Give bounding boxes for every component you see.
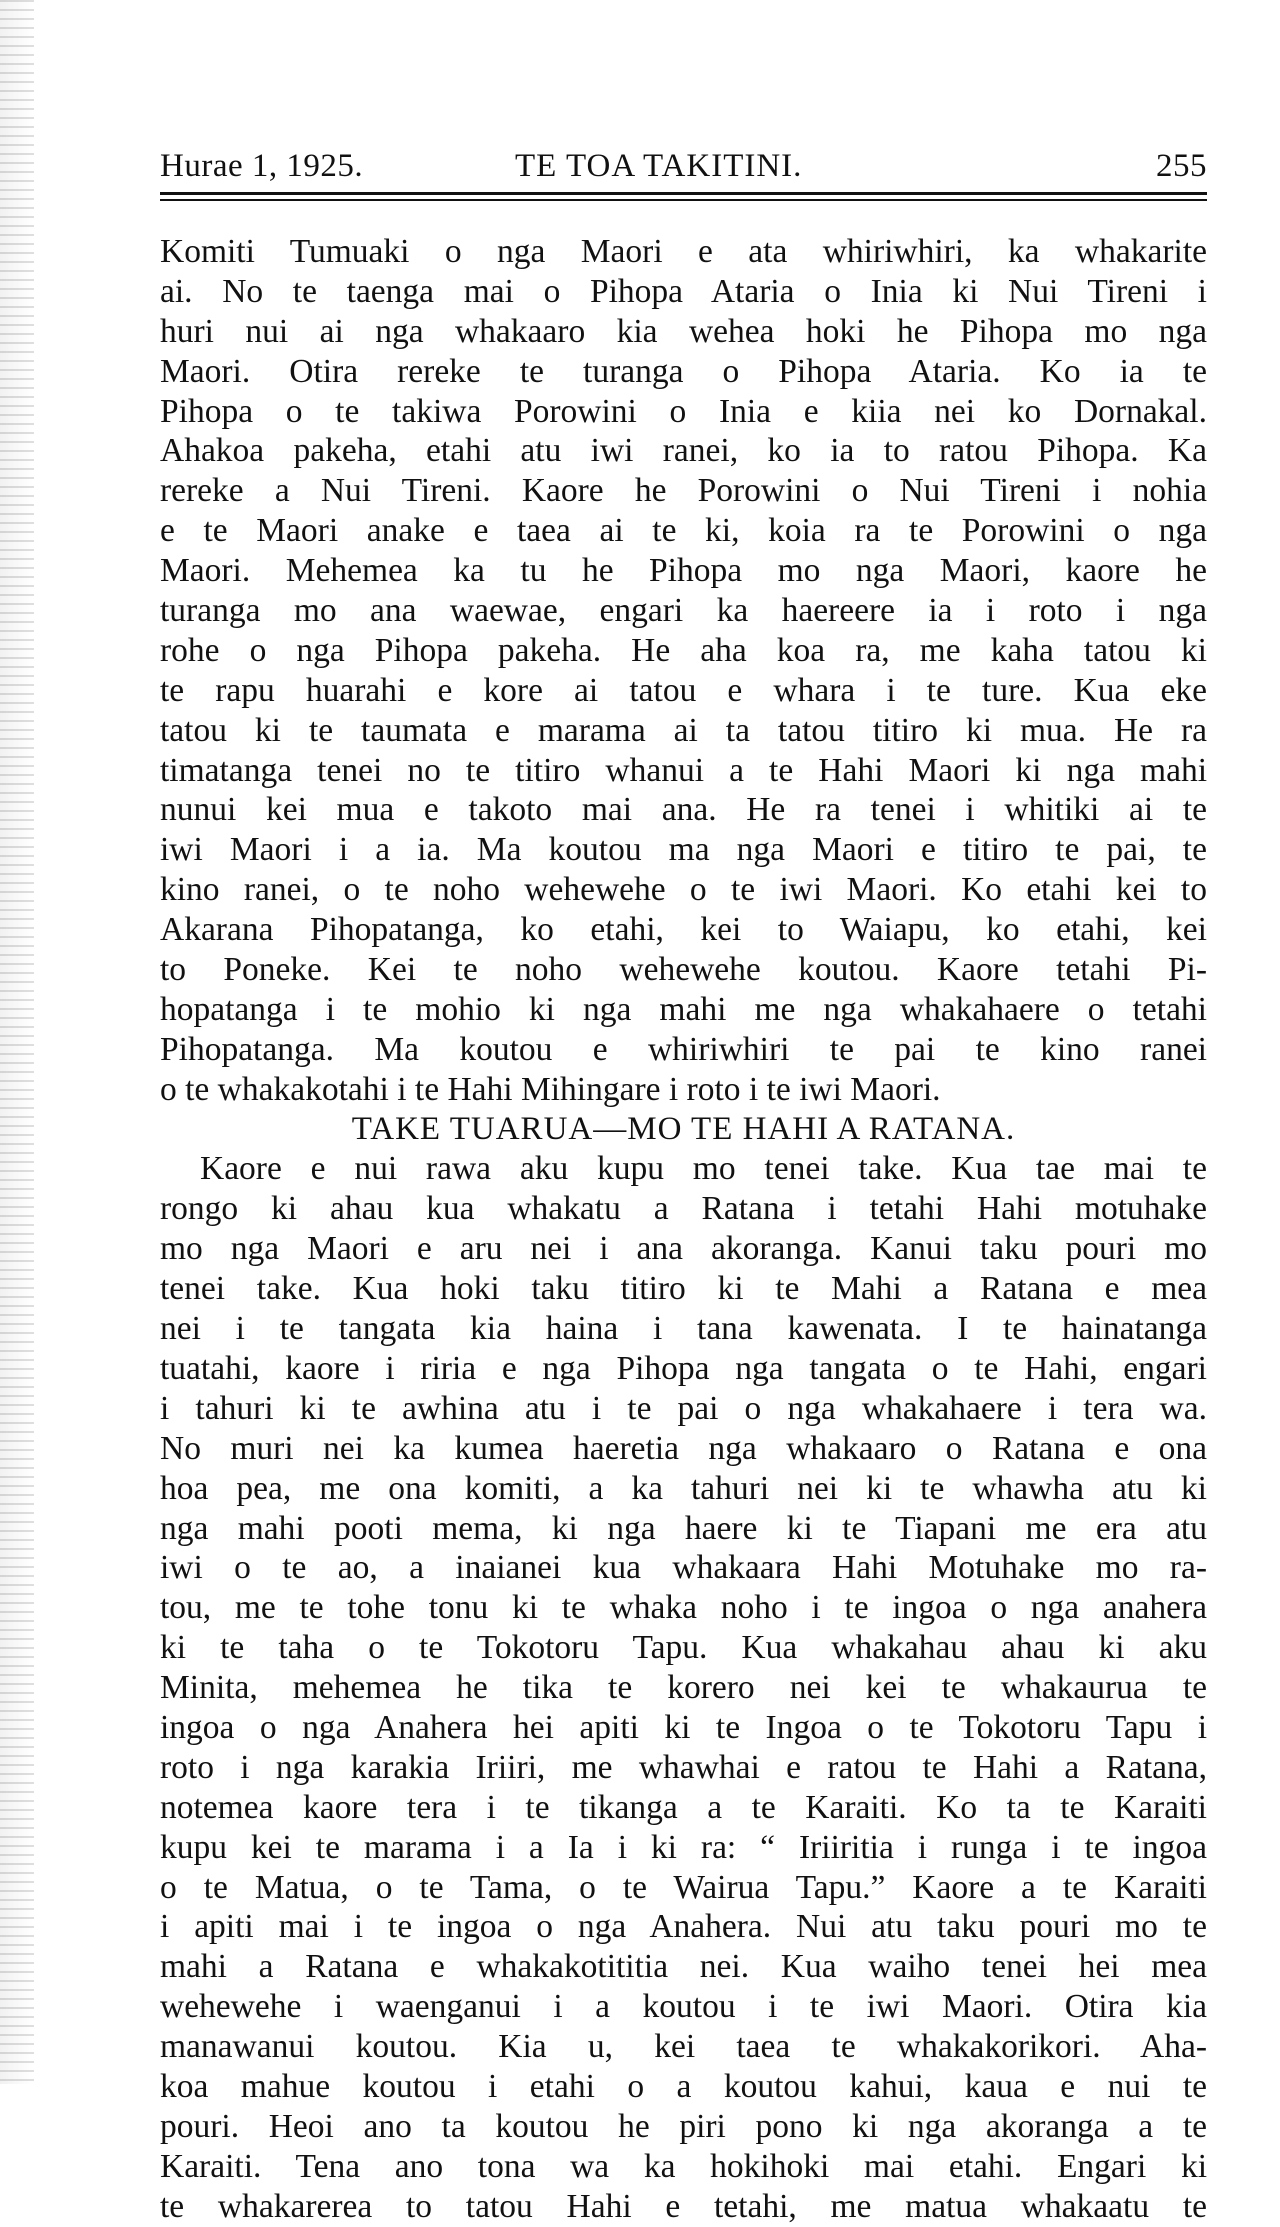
text-line: mahi a Ratana e whakakotititia nei. Kua waiho tenei hei mea	[160, 1948, 1207, 1986]
text-line: nga mahi pooti mema, ki nga haere ki te Tiapani me era atu	[160, 1509, 1207, 1547]
text-line: kupu kei te marama i a Ia i ki ra: “ Iriiritia i runga i te ingoa	[160, 1828, 1207, 1866]
paragraph-2	[160, 1149, 1207, 2226]
text-line: tenei take. Kua hoki taku titiro ki te Mahi a Ratana e mea	[160, 1270, 1207, 1308]
text-line: tou, me te tohe tonu ki te whaka noho i te ingoa o nga anahera	[160, 1589, 1207, 1627]
header-date: Hurae 1, 1925.	[160, 148, 364, 184]
text-line: rohe o nga Pihopa pakeha. He aha koa ra, me kaha tatou ki	[160, 631, 1207, 669]
text-line: te rapu huarahi e kore ai tatou e whara i te ture. Kua eke	[160, 671, 1207, 709]
text-line: kino ranei, o te noho wehewehe o te iwi Maori. Ko etahi kei to	[160, 871, 1207, 909]
text-line: to Poneke. Kei te noho wehewehe koutou. Kaore tetahi Pi-	[160, 951, 1207, 989]
text-line: ai. No te taenga mai o Pihopa Ataria o Inia ki Nui Tireni i	[160, 272, 1207, 310]
text-line: o te whakakotahi i te Hahi Mihingare i roto i te iwi Maori.	[160, 1070, 941, 1108]
text-line: timatanga tenei no te titiro whanui a te Hahi Maori ki nga mahi	[160, 751, 1207, 789]
paragraph-1	[160, 232, 1207, 1110]
text-line: Komiti Tumuaki o nga Maori e ata whiriwhiri, ka whakarite	[160, 233, 1207, 270]
scan-binding-edge	[0, 0, 34, 2084]
text-line: tuatahi, kaore i riria e nga Pihopa nga tangata o te Hahi, engari	[160, 1349, 1207, 1387]
text-line: No muri nei ka kumea haeretia nga whakaaro o Ratana e ona	[160, 1429, 1207, 1467]
text-line: i apiti mai i te ingoa o nga Anahera. Nui atu taku pouri mo te	[160, 1908, 1207, 1946]
text-line: hopatanga i te mohio ki nga mahi me nga whakahaere o tetahi	[160, 990, 1207, 1028]
header-rule-thick	[160, 192, 1207, 195]
text-line: ki te taha o te Tokotoru Tapu. Kua whakahau ahau ki aku	[160, 1629, 1207, 1667]
text-line: Pihopatanga. Ma koutou e whiriwhiri te pai te kino ranei	[160, 1030, 1207, 1068]
text-line: koa mahue koutou i etahi o a koutou kahui, kaua e nui te	[160, 2067, 1207, 2105]
text-line: iwi o te ao, a inaianei kua whakaara Hahi Motuhake mo ra-	[160, 1549, 1207, 1587]
text-line: ingoa o nga Anahera hei apiti ki te Ingoa o te Tokotoru Tapu i	[160, 1708, 1207, 1746]
article-body	[160, 232, 1207, 2227]
text-line: nunui kei mua e takoto mai ana. He ra tenei i whitiki ai te	[160, 791, 1207, 829]
text-line: Karaiti. Tena ano tona wa ka hokihoki mai etahi. Engari ki	[160, 2147, 1207, 2185]
running-header	[160, 148, 1207, 192]
text-line: Ahakoa pakeha, etahi atu iwi ranei, ko ia to ratou Pihopa. Ka	[160, 432, 1207, 470]
text-line: manawanui koutou. Kia u, kei taea te whakakorikori. Aha-	[160, 2028, 1207, 2066]
text-line: roto i nga karakia Iriiri, me whawhai e ratou te Hahi a Ratana,	[160, 1748, 1207, 1786]
text-line: Kaore e nui rawa aku kupu mo tenei take. Kua tae mai te	[200, 1150, 1207, 1188]
text-line: Pihopa o te takiwa Porowini o Inia e kiia nei ko Dornakal.	[160, 392, 1207, 430]
text-line: wehewehe i waenganui i a koutou i te iwi Maori. Otira kia	[160, 1988, 1207, 2026]
header-title: TE TOA TAKITINI.	[515, 148, 803, 184]
text-line: rereke a Nui Tireni. Kaore he Porowini o Nui Tireni i nohia	[160, 472, 1207, 510]
text-line: Maori. Otira rereke te turanga o Pihopa Ataria. Ko ia te	[160, 352, 1207, 390]
text-line: Maori. Mehemea ka tu he Pihopa mo nga Maori, kaore he	[160, 552, 1207, 590]
text-line: Minita, mehemea he tika te korero nei kei te whakaurua te	[160, 1669, 1207, 1707]
text-line: te whakarerea to tatou Hahi e tetahi, me matua whakaatu te	[160, 2187, 1207, 2225]
text-line: e te Maori anake e taea ai te ki, koia ra te Porowini o nga	[160, 512, 1207, 550]
text-line: rongo ki ahau kua whakatu a Ratana i tetahi Hahi motuhake	[160, 1190, 1207, 1228]
text-line: mo nga Maori e aru nei i ana akoranga. Kanui taku pouri mo	[160, 1230, 1207, 1268]
text-line: o te Matua, o te Tama, o te Wairua Tapu.” Kaore a te Karaiti	[160, 1868, 1207, 1906]
page-number: 255	[1156, 148, 1207, 184]
text-line: notemea kaore tera i te tikanga a te Karaiti. Ko ta te Karaiti	[160, 1788, 1207, 1826]
text-line: nei i te tangata kia haina i tana kawenata. I te hainatanga	[160, 1310, 1207, 1348]
text-line: i tahuri ki te awhina atu i te pai o nga whakahaere i tera wa.	[160, 1389, 1207, 1427]
section-subheading: TAKE TUARUA—MO TE HAHI A RATANA.	[351, 1110, 1016, 1147]
text-line: huri nui ai nga whakaaro kia wehea hoki he Pihopa mo nga	[160, 312, 1207, 350]
text-line: turanga mo ana waewae, engari ka haereere ia i roto i nga	[160, 592, 1207, 630]
text-line: hoa pea, me ona komiti, a ka tahuri nei ki te whawha atu ki	[160, 1469, 1207, 1507]
text-line: iwi Maori i a ia. Ma koutou ma nga Maori e titiro te pai, te	[160, 831, 1207, 869]
text-line: Akarana Pihopatanga, ko etahi, kei to Waiapu, ko etahi, kei	[160, 911, 1207, 949]
text-line: tatou ki te taumata e marama ai ta tatou titiro ki mua. He ra	[160, 711, 1207, 749]
header-rule-thin	[160, 199, 1207, 201]
text-line: pouri. Heoi ano ta koutou he piri pono ki nga akoranga a te	[160, 2107, 1207, 2145]
